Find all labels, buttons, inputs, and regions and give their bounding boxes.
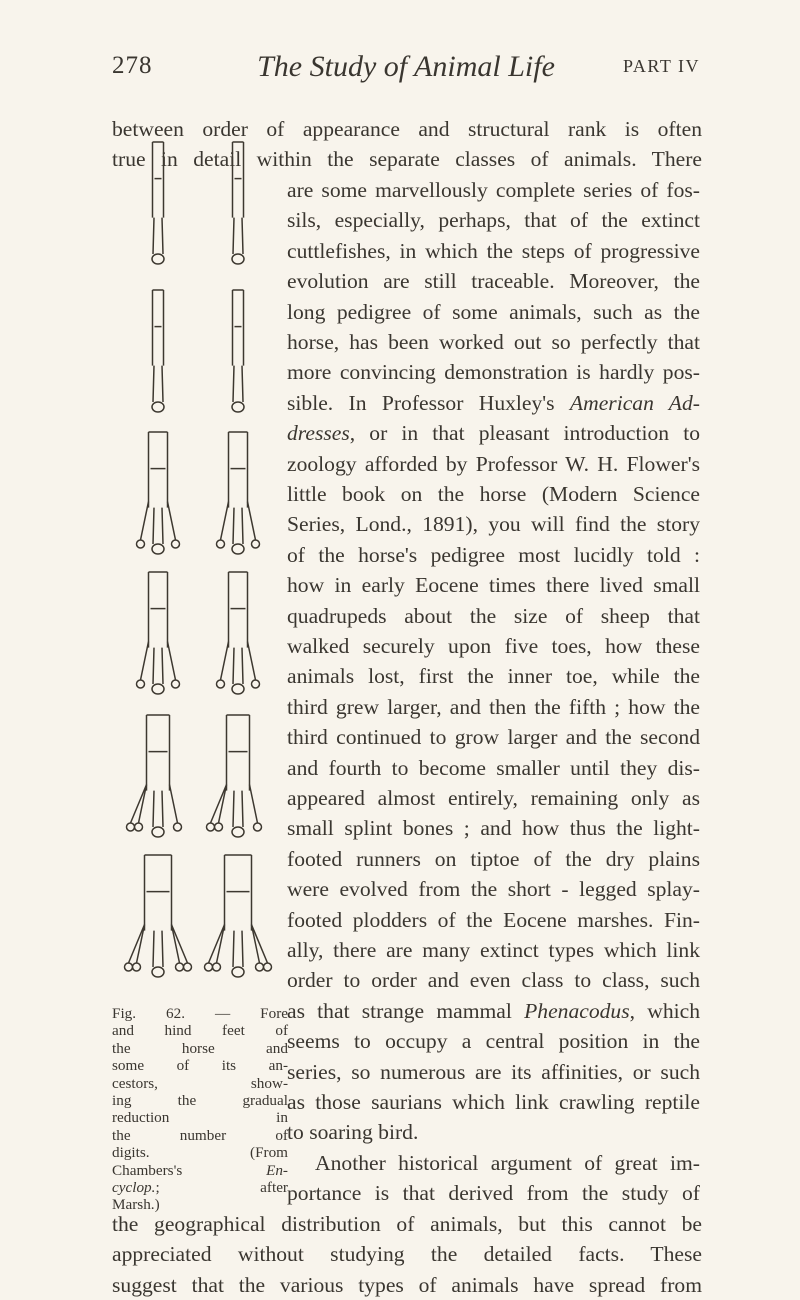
text-line: some of its an-: [112, 1057, 288, 1075]
text-line: order to order and even class to class, such: [287, 968, 700, 993]
side-digit: [139, 785, 147, 823]
text-line: third grew larger, and then the fifth ; how the: [287, 694, 700, 719]
text-line: zoology afforded by Professor W. H. Flower's: [287, 451, 700, 476]
side-digit: [248, 502, 256, 540]
hoof: [232, 254, 244, 264]
cannon-bone: [147, 715, 170, 791]
side-hoof: [137, 680, 145, 688]
side-digit: [170, 785, 178, 823]
text-line: true in detail within the separate classes of animals. There: [112, 147, 702, 172]
side-hoof: [217, 680, 225, 688]
text-line: between order of appearance and structural rank is often: [112, 117, 702, 141]
text-line: long pedigree of some animals, such as the: [287, 299, 700, 324]
central-digit: [233, 791, 243, 827]
side-digit: [168, 642, 176, 680]
foot-drawing: [207, 715, 262, 837]
text-line: to soaring bird.: [287, 1120, 419, 1145]
side-hoof: [125, 963, 133, 971]
central-digit: [153, 931, 163, 967]
foot-drawing: [205, 855, 272, 977]
text-segment: , which: [629, 998, 700, 1023]
side-digit: [217, 925, 225, 963]
text-line: [112, 1179, 288, 1196]
text-line: appeared almost entirely, remaining only as: [287, 786, 700, 810]
side-digit: [248, 642, 256, 680]
hoof: [232, 827, 244, 837]
side-hoof: [264, 963, 272, 971]
cannon-bone: [229, 572, 248, 648]
side-hoof: [254, 823, 262, 831]
side-digit: [209, 925, 225, 963]
text-line: horse, has been worked out so perfectly that: [287, 330, 700, 354]
text-line: of the horse's pedigree most lucidly told :: [287, 542, 700, 567]
text-line: footed plodders of the Eocene marshes. Fin-: [287, 907, 700, 932]
text-segment: Chambers's: [112, 1161, 267, 1179]
italic-text: En-: [266, 1161, 288, 1179]
text-line: quadrupeds about the size of sheep that: [287, 603, 700, 628]
text-line: seems to occupy a central position in the: [287, 1029, 700, 1054]
side-hoof: [137, 540, 145, 548]
side-hoof: [133, 963, 141, 971]
side-hoof: [172, 540, 180, 548]
text-line: little book on the horse (Modern Science: [287, 482, 700, 506]
text-line: small splint bones ; and how thus the light-: [287, 816, 700, 841]
central-digit: [153, 648, 163, 684]
text-line: [112, 1162, 288, 1179]
central-digit: [153, 791, 163, 827]
text-line: cuttlefishes, in which the steps of progressive: [287, 238, 700, 263]
central-digit: [233, 366, 243, 402]
cannon-bone: [145, 855, 172, 931]
text-line: and hind feet of: [112, 1022, 288, 1040]
text-line: [287, 996, 700, 1026]
text-line: Fig. 62. — Fore: [112, 1005, 288, 1022]
italic-text: dresses: [287, 421, 350, 446]
side-digit: [211, 785, 227, 823]
foot-drawing: [152, 142, 164, 264]
side-digit: [250, 785, 258, 823]
text-line: [287, 418, 700, 448]
side-hoof: [172, 680, 180, 688]
running-title: The Study of Animal Life: [257, 50, 555, 83]
side-hoof: [207, 823, 215, 831]
central-digit: [233, 931, 243, 967]
cannon-bone: [233, 142, 244, 218]
text-line: the number of: [112, 1126, 288, 1144]
foot-drawing: [232, 142, 244, 264]
text-line: series, so numerous are its affinities, or such: [287, 1059, 700, 1084]
side-digit: [168, 502, 176, 540]
side-hoof: [184, 963, 192, 971]
side-hoof: [174, 823, 182, 831]
hoof: [232, 402, 244, 412]
hoof: [152, 684, 164, 694]
side-digit: [221, 502, 229, 540]
italic-text: American Ad-: [569, 390, 700, 415]
side-digit: [141, 642, 149, 680]
central-digit: [233, 508, 243, 544]
cannon-bone: [149, 572, 168, 648]
text-segment: ; after: [155, 1178, 288, 1196]
text-line: Another historical argument of great im-: [315, 1150, 700, 1175]
running-header: [112, 52, 700, 92]
cannon-bone: [149, 432, 168, 508]
horse-feet-evolution-figure: [110, 140, 286, 1000]
text-segment: as that strange mammal: [287, 998, 525, 1023]
text-line: [287, 388, 700, 418]
text-line: footed runners on tiptoe of the dry plains: [287, 846, 700, 871]
text-line: were evolved from the short - legged splay-: [287, 877, 700, 902]
text-line: appreciated without studying the detailed facts. These: [112, 1242, 702, 1267]
hoof: [152, 402, 164, 412]
text-line: evolution are still traceable. Moreover, the: [287, 269, 700, 294]
hoof: [152, 827, 164, 837]
text-segment: sible. In Professor Huxley's: [287, 390, 570, 415]
central-digit: [233, 218, 243, 254]
text-line: sils, especially, perhaps, that of the extinct: [287, 208, 700, 233]
text-line: are some marvellously complete series of fos-: [287, 178, 700, 202]
side-digit: [219, 785, 227, 823]
central-digit: [233, 648, 243, 684]
figure-caption: [112, 1005, 288, 1214]
side-digit: [252, 925, 260, 963]
text-line: as those saurians which link crawling reptile: [287, 1090, 700, 1114]
central-digit: [153, 366, 163, 402]
cannon-bone: [153, 142, 164, 218]
side-hoof: [205, 963, 213, 971]
side-hoof: [213, 963, 221, 971]
part-label: PART IV: [623, 56, 700, 76]
text-line: Marsh.): [112, 1196, 160, 1214]
side-digit: [221, 642, 229, 680]
hoof: [232, 544, 244, 554]
foot-drawing: [127, 715, 182, 837]
cannon-bone: [229, 432, 248, 508]
cannon-bone: [225, 855, 252, 931]
side-hoof: [256, 963, 264, 971]
italic-text: cyclop.: [112, 1178, 156, 1196]
side-hoof: [252, 680, 260, 688]
central-digit: [153, 218, 163, 254]
side-hoof: [176, 963, 184, 971]
text-line: walked securely upon five toes, how these: [287, 634, 700, 658]
side-hoof: [215, 823, 223, 831]
side-hoof: [217, 540, 225, 548]
foot-drawing: [137, 432, 180, 554]
cannon-bone: [227, 715, 250, 791]
text-line: suggest that the various types of animals have spread from: [112, 1272, 702, 1297]
central-digit: [153, 508, 163, 544]
side-digit: [129, 925, 145, 963]
italic-text: Phenacodus: [524, 998, 630, 1023]
hoof: [152, 254, 164, 264]
text-line: and fourth to become smaller until they dis-: [287, 755, 700, 780]
foot-drawing: [232, 290, 244, 412]
hoof: [152, 967, 164, 977]
foot-drawing: [125, 855, 192, 977]
hoof: [152, 544, 164, 554]
side-digit: [141, 502, 149, 540]
hoof: [232, 684, 244, 694]
side-digit: [137, 925, 145, 963]
horse-feet-illustration: [110, 140, 286, 1000]
side-digit: [172, 925, 188, 963]
text-line: cestors, show-: [112, 1074, 288, 1092]
text-line: the geographical distribution of animals, but this cannot be: [112, 1212, 702, 1236]
text-line: digits. (From: [112, 1144, 288, 1162]
foot-drawing: [217, 432, 260, 554]
side-digit: [172, 925, 180, 963]
foot-drawing: [217, 572, 260, 694]
text-line: how in early Eocene times there lived small: [287, 573, 700, 598]
text-line: more convincing demonstration is hardly pos-: [287, 360, 700, 385]
side-hoof: [127, 823, 135, 831]
text-line: Series, Lond., 1891), you will find the story: [287, 512, 700, 537]
side-hoof: [135, 823, 143, 831]
text-line: ally, there are many extinct types which link: [287, 938, 700, 962]
page-number: 278: [112, 52, 153, 79]
text-line: third continued to grow larger and the second: [287, 725, 700, 750]
text-segment: , or in that pleasant introduction to: [349, 421, 700, 446]
text-line: reduction in: [112, 1109, 288, 1127]
side-hoof: [252, 540, 260, 548]
side-digit: [131, 785, 147, 823]
cannon-bone: [233, 290, 244, 366]
text-line: ing the gradual: [112, 1091, 288, 1109]
text-line: the horse and: [112, 1039, 288, 1057]
foot-drawing: [137, 572, 180, 694]
text-line: portance is that derived from the study of: [287, 1181, 700, 1206]
text-line: animals lost, first the inner toe, while the: [287, 664, 700, 689]
foot-drawing: [152, 290, 164, 412]
side-digit: [252, 925, 268, 963]
hoof: [232, 967, 244, 977]
cannon-bone: [153, 290, 164, 366]
